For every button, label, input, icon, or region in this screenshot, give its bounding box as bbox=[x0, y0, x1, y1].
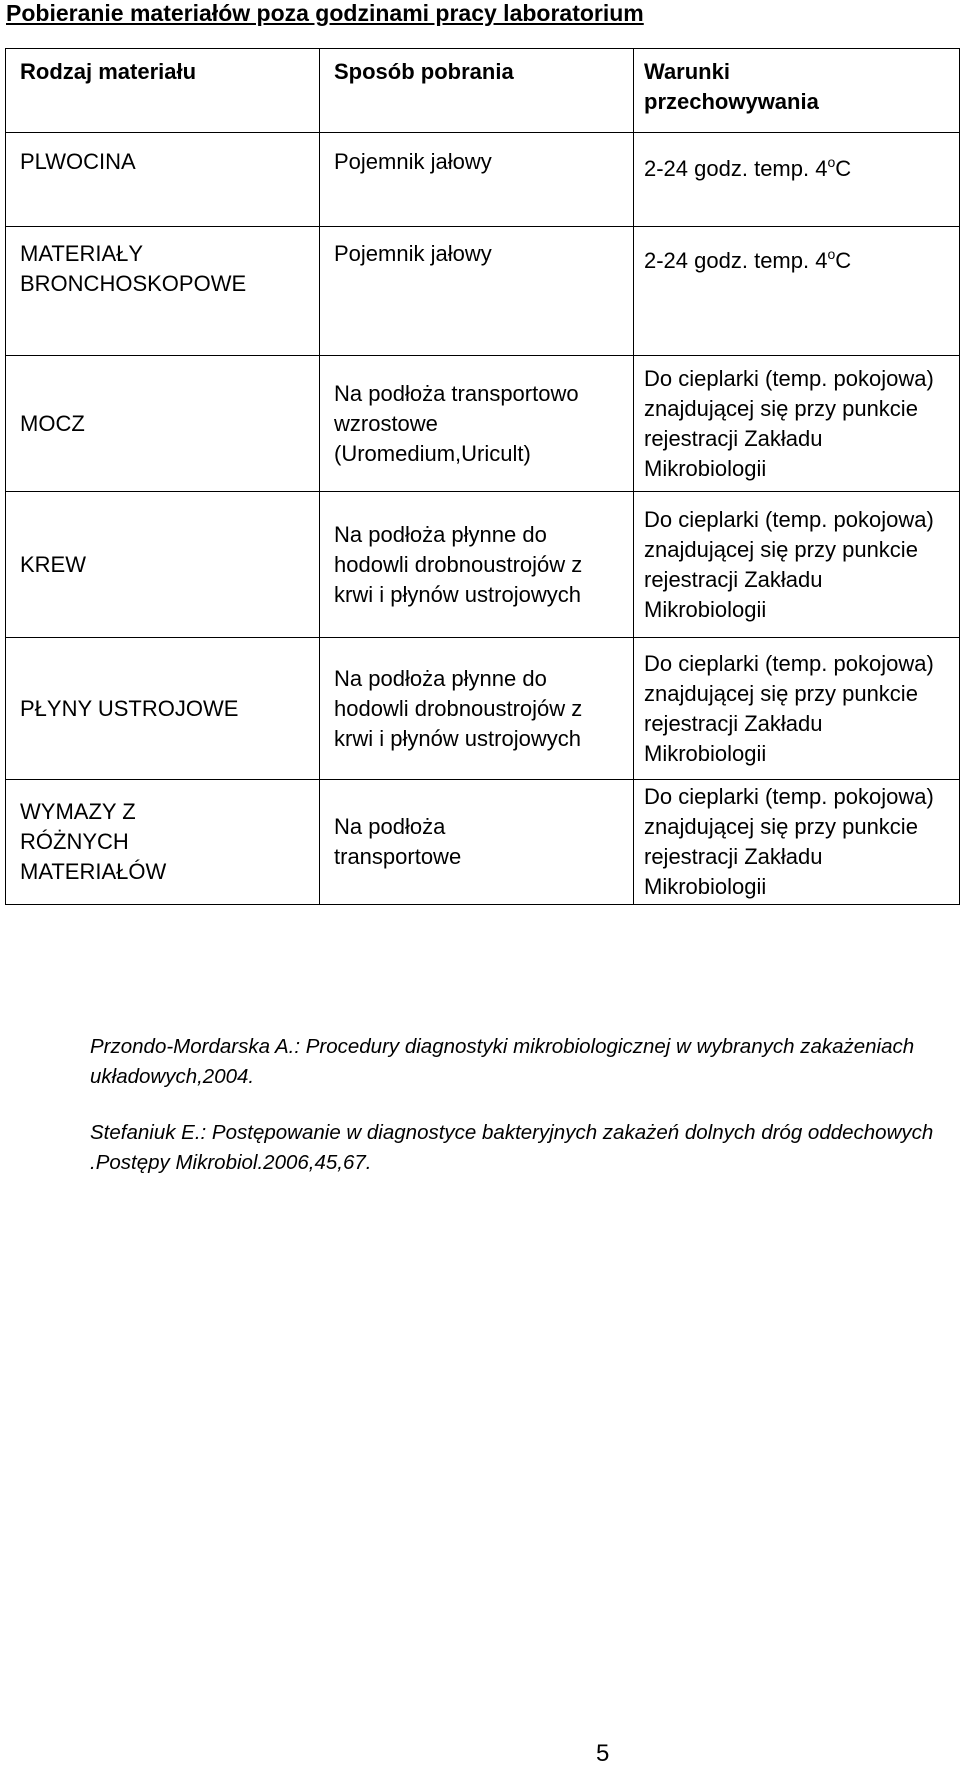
material-cell: KREW bbox=[6, 492, 320, 638]
page-title: Pobieranie materiałów poza godzinami pracy laboratorium bbox=[6, 0, 644, 26]
table-row bbox=[6, 227, 960, 356]
storage-unit: C bbox=[835, 156, 852, 181]
storage-text: 2-24 godz. temp. 4 bbox=[644, 156, 828, 181]
storage-text: 2-24 godz. temp. 4 bbox=[644, 248, 828, 273]
table-row bbox=[6, 780, 960, 905]
table-row bbox=[6, 638, 960, 780]
storage-unit: C bbox=[835, 248, 852, 273]
method-cell: Na podłoża transportowe bbox=[320, 780, 634, 905]
header-method: Sposób pobrania bbox=[320, 49, 634, 133]
header-material: Rodzaj materiału bbox=[6, 49, 320, 133]
table-header-row bbox=[6, 49, 960, 133]
material-cell: PŁYNY USTROJOWE bbox=[6, 638, 320, 780]
reference-item: Stefaniuk E.: Postępowanie w diagnostyce bakteryjnych zakażeń dolnych dróg oddechowych .Postępy Mikrobiol.2006,45,67. bbox=[90, 1121, 934, 1174]
storage-cell: Do cieplarki (temp. pokojowa) znajdującej się przy punkcie rejestracji Zakładu Mikrobiologii bbox=[634, 780, 960, 905]
material-cell: MATERIAŁY BRONCHOSKOPOWE bbox=[6, 227, 320, 356]
method-cell: Na podłoża transportowo wzrostowe (Uromedium,Uricult) bbox=[320, 356, 634, 492]
materials-table bbox=[5, 48, 960, 905]
method-cell: Na podłoża płynne do hodowli drobnoustrojów z krwi i płynów ustrojowych bbox=[320, 492, 634, 638]
method-cell: Pojemnik jałowy bbox=[320, 227, 634, 356]
reference-item: Przondo-Mordarska A.: Procedury diagnostyki mikrobiologicznej w wybranych zakażeniach układowych,2004. bbox=[90, 1035, 915, 1088]
references bbox=[90, 1032, 950, 1204]
storage-cell: Do cieplarki (temp. pokojowa) znajdującej się przy punkcie rejestracji Zakładu Mikrobiologii bbox=[634, 638, 960, 780]
header-storage: Warunki przechowywania bbox=[634, 49, 960, 133]
method-cell: Pojemnik jałowy bbox=[320, 133, 634, 227]
degree-sup: o bbox=[827, 246, 836, 262]
material-cell: MOCZ bbox=[6, 356, 320, 492]
method-cell: Na podłoża płynne do hodowli drobnoustrojów z krwi i płynów ustrojowych bbox=[320, 638, 634, 780]
storage-cell bbox=[634, 133, 960, 227]
page-number: 5 bbox=[596, 1740, 610, 1767]
material-cell: PLWOCINA bbox=[6, 133, 320, 227]
table-row bbox=[6, 356, 960, 492]
degree-sup: o bbox=[827, 154, 836, 170]
table-row bbox=[6, 133, 960, 227]
storage-cell: Do cieplarki (temp. pokojowa) znajdującej się przy punkcie rejestracji Zakładu Mikrobiologii bbox=[634, 492, 960, 638]
storage-cell: Do cieplarki (temp. pokojowa) znajdującej się przy punkcie rejestracji Zakładu Mikrobiologii bbox=[634, 356, 960, 492]
table-row bbox=[6, 492, 960, 638]
material-cell: WYMAZY Z RÓŻNYCH MATERIAŁÓW bbox=[6, 780, 320, 905]
storage-cell bbox=[634, 227, 960, 356]
